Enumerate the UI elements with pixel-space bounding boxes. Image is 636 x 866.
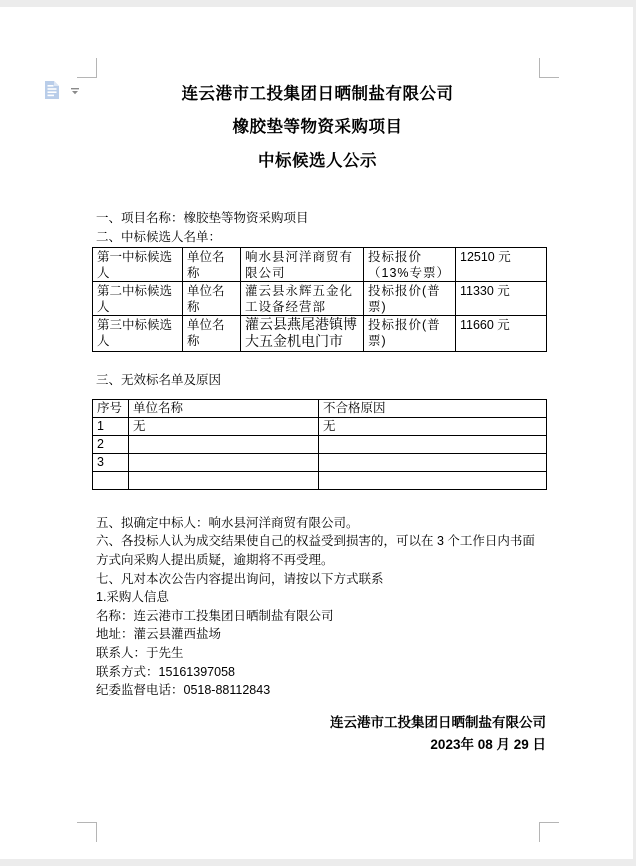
dropdown-arrow-icon — [71, 88, 79, 94]
seq-cell: 1 — [93, 417, 129, 435]
page-corner-mark-top-right — [539, 58, 559, 78]
doc-title-announcement: 中标候选人公示 — [258, 152, 377, 170]
col-header-seq: 序号 — [93, 399, 129, 417]
table-row — [93, 453, 547, 471]
unit-cell — [129, 453, 319, 471]
unit-name-label: 单位名称 — [183, 282, 241, 316]
invalid-bids-table — [92, 399, 547, 490]
paste-options-button[interactable] — [42, 79, 82, 103]
candidate-rank: 第三中标候选人 — [93, 316, 183, 352]
purchaser-name: 名称：连云港市工投集团日晒制盐有限公司 — [96, 608, 334, 623]
unit-cell — [129, 471, 319, 489]
contact-phone: 联系方式：15161397058 — [96, 664, 235, 679]
bid-price: 11330 元 — [456, 282, 547, 316]
candidates-table — [92, 247, 547, 352]
unit-cell: 无 — [129, 417, 319, 435]
bid-price-label: 投标报价(普票) — [364, 282, 456, 316]
candidate-company: 灌云县永辉五金化工设备经营部 — [241, 282, 364, 316]
unit-cell — [129, 435, 319, 453]
reason-cell: 无 — [319, 417, 547, 435]
unit-name-label: 单位名称 — [183, 316, 241, 352]
table-header-row — [93, 399, 547, 417]
paste-options-icon — [42, 79, 82, 103]
seq-cell — [93, 471, 129, 489]
reason-cell — [319, 471, 547, 489]
table-row — [93, 316, 547, 352]
table-row — [93, 471, 547, 489]
page-corner-mark-top-left — [77, 58, 97, 78]
reason-cell — [319, 453, 547, 471]
table-row — [93, 417, 547, 435]
signature-block — [96, 712, 546, 756]
signature-company: 连云港市工投集团日晒制盐有限公司 — [330, 714, 546, 730]
col-header-unit: 单位名称 — [129, 399, 319, 417]
candidate-company: 响水县河洋商贸有限公司 — [241, 248, 364, 282]
page-corner-mark-bottom-left — [77, 822, 97, 842]
unit-name-label: 单位名称 — [183, 248, 241, 282]
bid-price-label: 投标报价(普票) — [364, 316, 456, 352]
section-6-objection-notice: 六、各投标人认为成交结果使自己的权益受到损害的，可以在 3 个工作日内书面方式向采购人提出质疑，逾期将不再受理。 — [96, 534, 535, 567]
seq-cell: 3 — [93, 453, 129, 471]
section-5-proposed-winner: 五、拟确定中标人：响水县河洋商贸有限公司。 — [96, 515, 359, 530]
purchaser-info-block — [96, 588, 539, 700]
col-header-reason: 不合格原因 — [319, 399, 547, 417]
candidate-rank: 第二中标候选人 — [93, 282, 183, 316]
contact-person: 联系人：于先生 — [96, 645, 184, 660]
candidate-company: 灌云县燕尾港镇博大五金机电门市 — [241, 316, 364, 352]
reason-cell — [319, 435, 547, 453]
bid-price: 11660 元 — [456, 316, 547, 352]
signature-date: 2023年 08 月 29 日 — [430, 736, 546, 752]
supervision-phone: 纪委监督电话：0518-88112843 — [96, 683, 271, 698]
document-content — [96, 78, 546, 756]
doc-title-project: 橡胶垫等物资采购项目 — [232, 118, 403, 136]
section-3-invalid-bids-heading: 三、无效标名单及原因 — [96, 373, 222, 388]
bid-price-label: 投标报价（13%专票） — [364, 248, 456, 282]
page-corner-mark-bottom-right — [539, 822, 559, 842]
table-row — [93, 248, 547, 282]
seq-cell: 2 — [93, 435, 129, 453]
section-7-inquiry-contact: 七、凡对本次公告内容提出询问，请按以下方式联系 — [96, 571, 384, 586]
bid-price: 12510 元 — [456, 248, 547, 282]
section-2-candidate-list-heading: 二、中标候选人名单： — [96, 229, 222, 244]
doc-title-company: 连云港市工投集团日晒制盐有限公司 — [181, 85, 454, 103]
candidate-rank: 第一中标候选人 — [93, 248, 183, 282]
section-1-project-name: 一、项目名称：橡胶垫等物资采购项目 — [96, 211, 309, 225]
purchaser-info-heading: 1.采购人信息 — [96, 590, 169, 605]
table-row — [93, 282, 547, 316]
purchaser-address: 地址：灌云县灌西盐场 — [96, 627, 222, 642]
table-row — [93, 435, 547, 453]
document-page[interactable] — [0, 7, 633, 859]
